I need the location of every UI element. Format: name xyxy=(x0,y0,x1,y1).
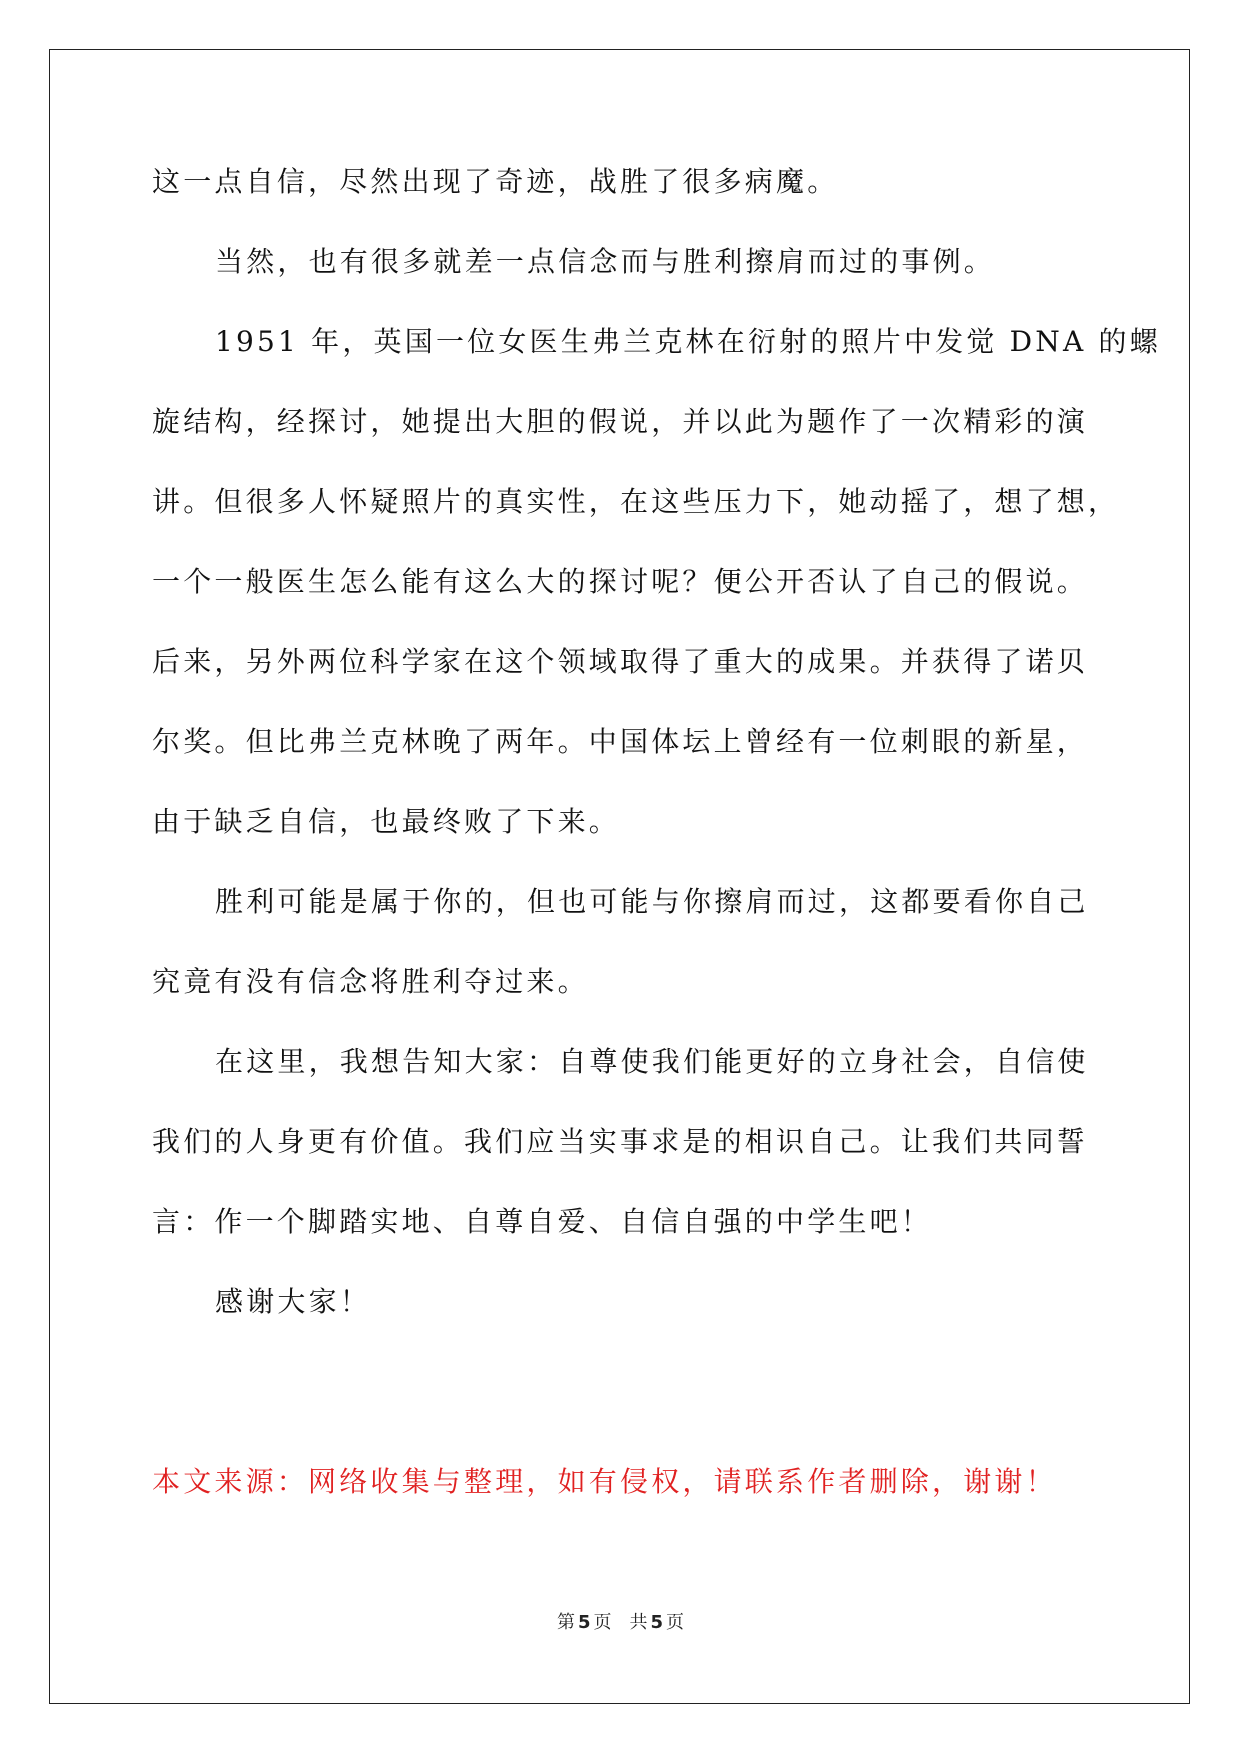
page-label-prefix: 第 xyxy=(556,1612,575,1633)
text-line: 由于缺乏自信，也最终败了下来。 xyxy=(152,805,621,838)
text-line: 尔奖。但比弗兰克林晚了两年。中国体坛上曾经有一位刺眼的新星， xyxy=(152,725,1089,758)
document-body xyxy=(152,162,1161,1362)
text-line: 旋结构，经探讨，她提出大胆的假说，并以此为题作了一次精彩的演 xyxy=(152,405,1089,438)
text-line: 这一点自信，尽然出现了奇迹，战胜了很多病魔。 xyxy=(152,165,839,198)
text-line: 我们的人身更有价值。我们应当实事求是的相识自己。让我们共同誓 xyxy=(152,1125,1089,1158)
text-line: 后来，另外两位科学家在这个领域取得了重大的成果。并获得了诺贝 xyxy=(152,645,1089,678)
text-line: 当然，也有很多就差一点信念而与胜利擦肩而过的事例。 xyxy=(215,245,996,278)
page-footer xyxy=(0,1611,1241,1635)
total-label-suffix: 页 xyxy=(666,1612,685,1633)
text-line: 究竟有没有信念将胜利夺过来。 xyxy=(152,965,589,998)
text-line: 1951 年，英国一位女医生弗兰克林在衍射的照片中发觉 DNA 的螺 xyxy=(215,325,1161,358)
page-label-suffix: 页 xyxy=(593,1612,612,1633)
page-current: 5 xyxy=(577,1612,591,1633)
text-line: 在这里，我想告知大家：自尊使我们能更好的立身社会，自信使 xyxy=(215,1045,1089,1078)
text-line: 言：作一个脚踏实地、自尊自爱、自信自强的中学生吧！ xyxy=(152,1205,933,1238)
total-label-prefix: 共 xyxy=(629,1612,648,1633)
source-note: 本文来源：网络收集与整理，如有侵权，请联系作者删除，谢谢！ xyxy=(152,1465,1057,1498)
text-line: 感谢大家！ xyxy=(215,1285,372,1318)
text-line: 一个一般医生怎么能有这么大的探讨呢？便公开否认了自己的假说。 xyxy=(152,565,1089,598)
text-line: 胜利可能是属于你的，但也可能与你擦肩而过，这都要看你自己 xyxy=(215,885,1089,918)
page-total: 5 xyxy=(650,1612,664,1633)
text-line: 讲。但很多人怀疑照片的真实性，在这些压力下，她动摇了，想了想， xyxy=(152,485,1120,518)
